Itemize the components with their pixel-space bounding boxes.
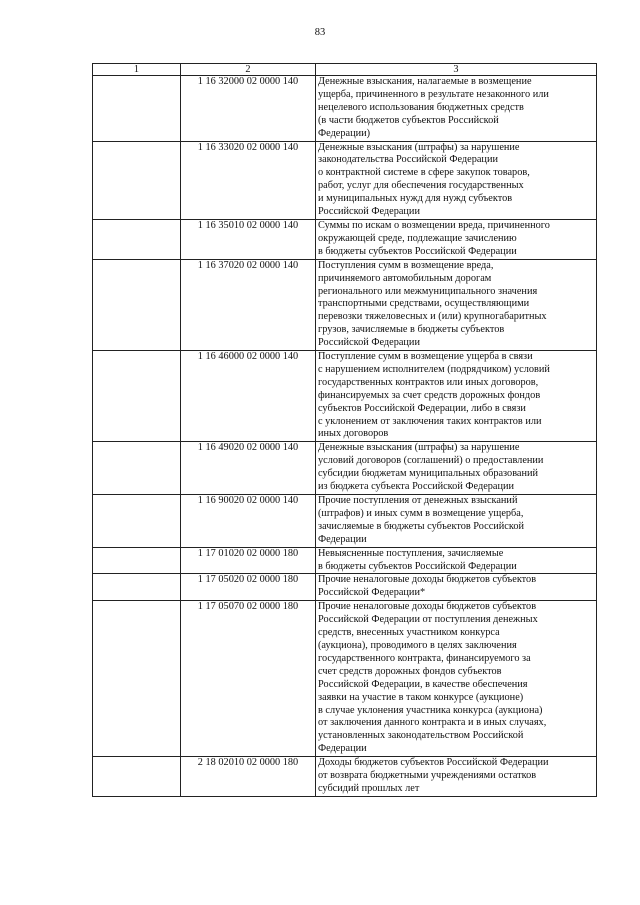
description-line: Российской Федерации* [318,587,426,599]
budget-classification-code: 1 17 01020 02 0000 180 [181,547,316,574]
description-line: субсидии бюджетам муниципальных образований [318,468,539,480]
description-line: государственных контрактов или иных договоров, [318,376,539,388]
description-line: Российской Федерации, в качестве обеспечения [318,678,528,690]
description-line: в случае уклонения участника конкурса (аукциона) [318,704,543,716]
description-line: средств, внесенных участником конкурса [318,627,500,639]
description-line: (аукциона), проводимого в целях заключения [318,639,517,651]
table-row [93,259,597,350]
table-row [93,757,597,797]
description-line: субсидий прошлых лет [318,782,420,794]
revenue-description [316,351,597,442]
description-line: Федерации [318,533,367,545]
cell-column-1 [93,351,181,442]
description-line: Невыясненные поступления, зачисляемые [318,547,504,559]
revenue-description [316,442,597,495]
budget-classification-code: 2 18 02010 02 0000 180 [181,757,316,797]
table-row [93,219,597,259]
description-line: грузов, зачисляемые в бюджеты субъектов [318,324,505,336]
description-line: финансируемых за счет средств дорожных фондов [318,389,541,401]
description-line: Прочие поступления от денежных взысканий [318,495,518,506]
description-line: окружающей среде, подлежащие зачислению [318,232,517,244]
cell-column-1 [93,76,181,142]
description-line: заявки на участие в таком конкурсе (аукционе) [318,691,524,703]
page-number: 83 [314,27,326,38]
revenue-description [316,76,597,142]
cell-column-1 [93,574,181,601]
budget-classification-code: 1 16 90020 02 0000 140 [181,495,316,548]
description-line: транспортными средствами, осуществляющими [318,298,530,310]
revenue-description [316,757,597,797]
description-line: Денежные взыскания (штрафы) за нарушение [318,442,520,454]
description-line: причиняемого автомобильным дорогам [318,272,492,284]
cell-column-1 [93,442,181,495]
budget-classification-code: 1 16 35010 02 0000 140 [181,219,316,259]
table-row [93,574,597,601]
description-line: Денежные взыскания, налагаемые в возмещение [318,76,532,87]
description-line: Прочие неналоговые доходы бюджетов субъектов [318,601,537,613]
revenue-description [316,495,597,548]
column-header-2: 2 [181,64,316,76]
cell-column-1 [93,259,181,350]
description-line: работ, услуг для обеспечения государственных [318,180,524,192]
table-row [93,442,597,495]
cell-column-1 [93,495,181,548]
cell-column-1 [93,141,181,219]
cell-column-1 [93,219,181,259]
revenue-description [316,141,597,219]
table-row [93,495,597,548]
revenue-description [316,574,597,601]
revenue-description [316,547,597,574]
revenue-classification-table [92,63,597,797]
budget-classification-code: 1 16 33020 02 0000 140 [181,141,316,219]
description-line: Российской Федерации от поступления денежных [318,614,538,626]
description-line: регионального или межмуниципального значения [318,285,538,297]
table-row [93,141,597,219]
revenue-description [316,259,597,350]
description-line: из бюджета субъекта Российской Федерации [318,481,515,493]
description-line: (в части бюджетов субъектов Российской [318,114,499,126]
description-line: Поступления сумм в возмещение вреда, [318,259,494,271]
description-line: в бюджеты субъектов Российской Федерации [318,560,517,572]
description-line: счет средств дорожных фондов субъектов [318,665,502,677]
cell-column-1 [93,601,181,757]
description-line: нецелевого использования бюджетных средств [318,101,524,113]
table-row [93,601,597,757]
cell-column-1 [93,547,181,574]
description-line: Поступление сумм в возмещение ущерба в связи [318,351,533,363]
description-line: Суммы по искам о возмещении вреда, причиненного [318,219,550,231]
budget-classification-code: 1 17 05070 02 0000 180 [181,601,316,757]
description-line: в бюджеты субъектов Российской Федерации [318,245,517,257]
description-line: с нарушением исполнителем (подрядчиком) условий [318,363,550,375]
description-line: и муниципальных нужд для нужд субъектов [318,193,513,205]
description-line: от заключения данного контракта и в иных случаях, [318,717,547,729]
budget-classification-code: 1 17 05020 02 0000 180 [181,574,316,601]
description-line: Доходы бюджетов субъектов Российской Федерации [318,757,549,769]
revenue-description [316,601,597,757]
description-line: установленных законодательством Российской [318,730,524,742]
table-row [93,76,597,142]
revenue-description [316,219,597,259]
description-line: Российской Федерации [318,206,420,218]
description-line: перевозки тяжеловесных и (или) крупногабаритных [318,311,547,323]
description-line: условий договоров (соглашений) о предоставлении [318,455,544,467]
description-line: государственного контракта, финансируемого за [318,652,531,664]
budget-classification-code: 1 16 32000 02 0000 140 [181,76,316,142]
description-line: зачисляемые в бюджеты субъектов Российской [318,520,525,532]
budget-classification-code: 1 16 37020 02 0000 140 [181,259,316,350]
cell-column-1 [93,757,181,797]
description-line: Федерации [318,743,367,755]
table-body [93,76,597,797]
description-line: Федерации) [318,127,371,139]
table-header-row [93,64,597,76]
table-row [93,547,597,574]
description-line: о контрактной системе в сфере закупок товаров, [318,167,530,179]
column-header-1: 1 [93,64,181,76]
description-line: ущерба, причиненного в результате незаконного или [318,88,549,100]
description-line: Денежные взыскания (штрафы) за нарушение [318,141,520,153]
description-line: Российской Федерации [318,337,420,349]
description-line: (штрафов) и иных сумм в возмещение ущерба, [318,507,524,519]
budget-classification-code: 1 16 46000 02 0000 140 [181,351,316,442]
table-row [93,351,597,442]
description-line: с уклонением от заключения таких контрактов или [318,415,542,427]
description-line: субъектов Российской Федерации, либо в связи [318,402,526,414]
description-line: Прочие неналоговые доходы бюджетов субъектов [318,574,537,586]
description-line: иных договоров [318,428,389,440]
column-header-3: 3 [316,64,597,76]
budget-classification-code: 1 16 49020 02 0000 140 [181,442,316,495]
description-line: от возврата бюджетными учреждениями остатков [318,770,537,782]
description-line: законодательства Российской Федерации [318,154,498,166]
